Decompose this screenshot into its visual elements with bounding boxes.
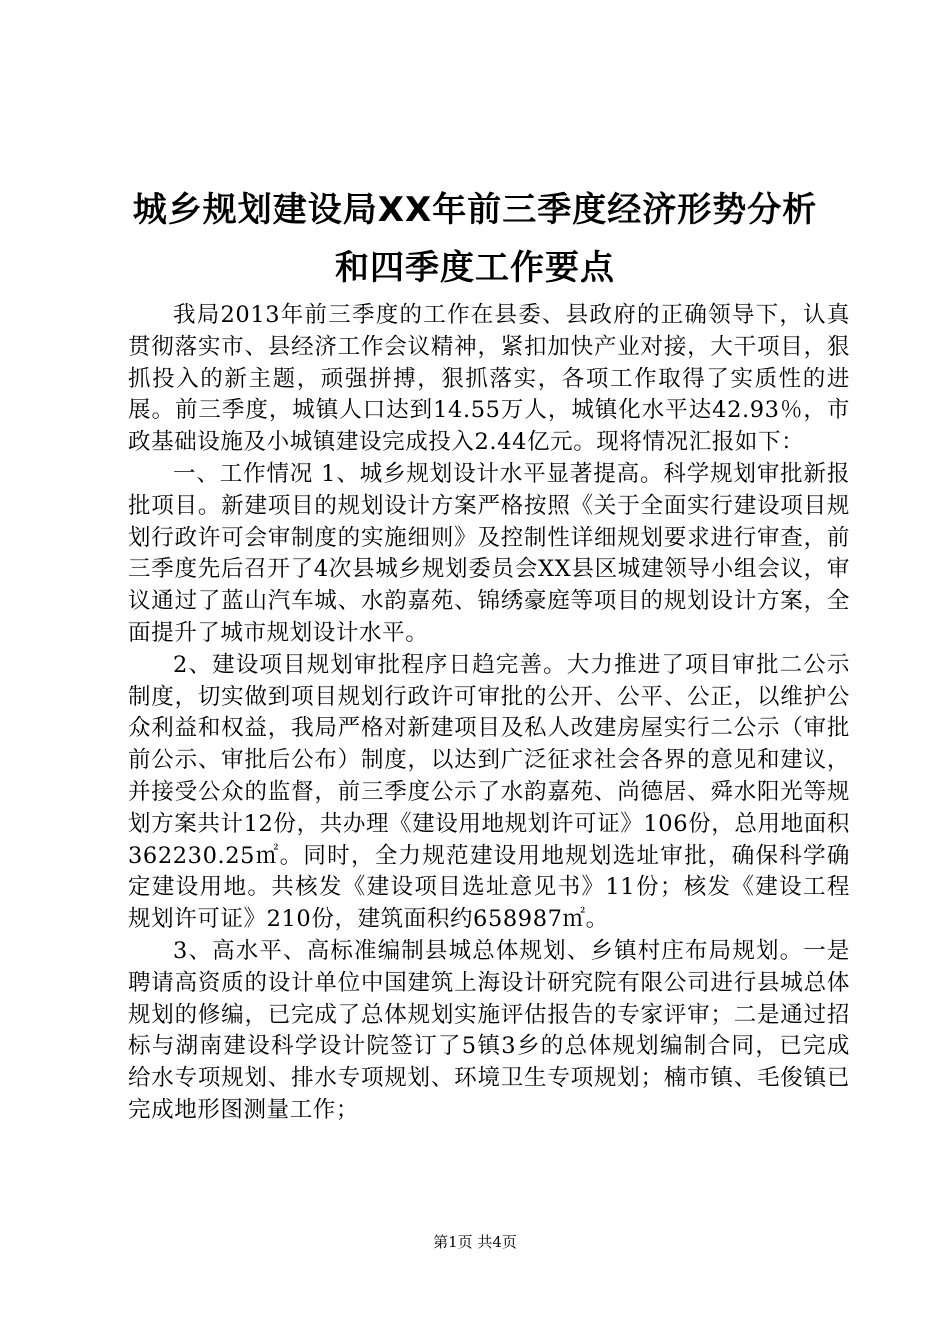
- paragraph-item-2: 2、建设项目规划审批程序日趋完善。大力推进了项目审批二公示制度，切实做到项目规划行政许可审批的公开、公平、公正，以维护公众利益和权益，我局严格对新建项目及私人改建房屋实行二公示（审批前公示、审批后公布）制度，以达到广泛征求社会各界的意见和建议，并接受公众的监督，前三季度公示了水韵嘉苑、尚德居、舜水阳光等规划方案共计12份，共办理《建设用地规划许可证》106份，总用地面积362230.25㎡。同时，全力规范建设用地规划选址审批，确保科学确定建设用地。共核发《建设项目选址意见书》11份；核发《建设工程规划许可证》210份，建筑面积约658987㎡。: [128, 651, 850, 933]
- document-body: [128, 300, 850, 1127]
- document-title-line-1: 城乡规划建设局XX年前三季度经济形势分析: [132, 190, 818, 230]
- paragraph-item-3: 3、高水平、高标准编制县城总体规划、乡镇村庄布局规划。一是聘请高资质的设计单位中国建筑上海设计研究院有限公司进行县城总体规划的修编，已完成了总体规划实施评估报告的专家评审；二是通过招标与湖南建设科学设计院签订了5镇3乡的总体规划编制合同，已完成给水专项规划、排水专项规划、环境卫生专项规划；楠市镇、毛俊镇已完成地形图测量工作；: [128, 937, 850, 1123]
- page-footer: 第1页 共4页: [433, 1233, 517, 1251]
- paragraph-section-1: 一、工作情况 1、城乡规划设计水平显著提高。科学规划审批新报批项目。新建项目的规划设计方案严格按照《关于全面实行建设项目规划行政许可会审制度的实施细则》及控制性详细规划要求进行审查，前三季度先后召开了4次县城乡规划委员会XX县区城建领导小组会议，审议通过了蓝山汽车城、水韵嘉苑、锦绣豪庭等项目的规划设计方案，全面提升了城市规划设计水平。: [128, 460, 850, 646]
- document-title-line-2: 和四季度工作要点: [335, 248, 615, 288]
- paragraph-intro: 我局2013年前三季度的工作在县委、县政府的正确领导下，认真贯彻落实市、县经济工作会议精神，紧扣加快产业对接，大干项目，狠抓投入的新主题，顽强拼搏，狠抓落实，各项工作取得了实质性的进展。前三季度，城镇人口达到14.55万人，城镇化水平达42.93％，市政基础设施及小城镇建设完成投入2.44亿元。现将情况汇报如下：: [128, 302, 850, 456]
